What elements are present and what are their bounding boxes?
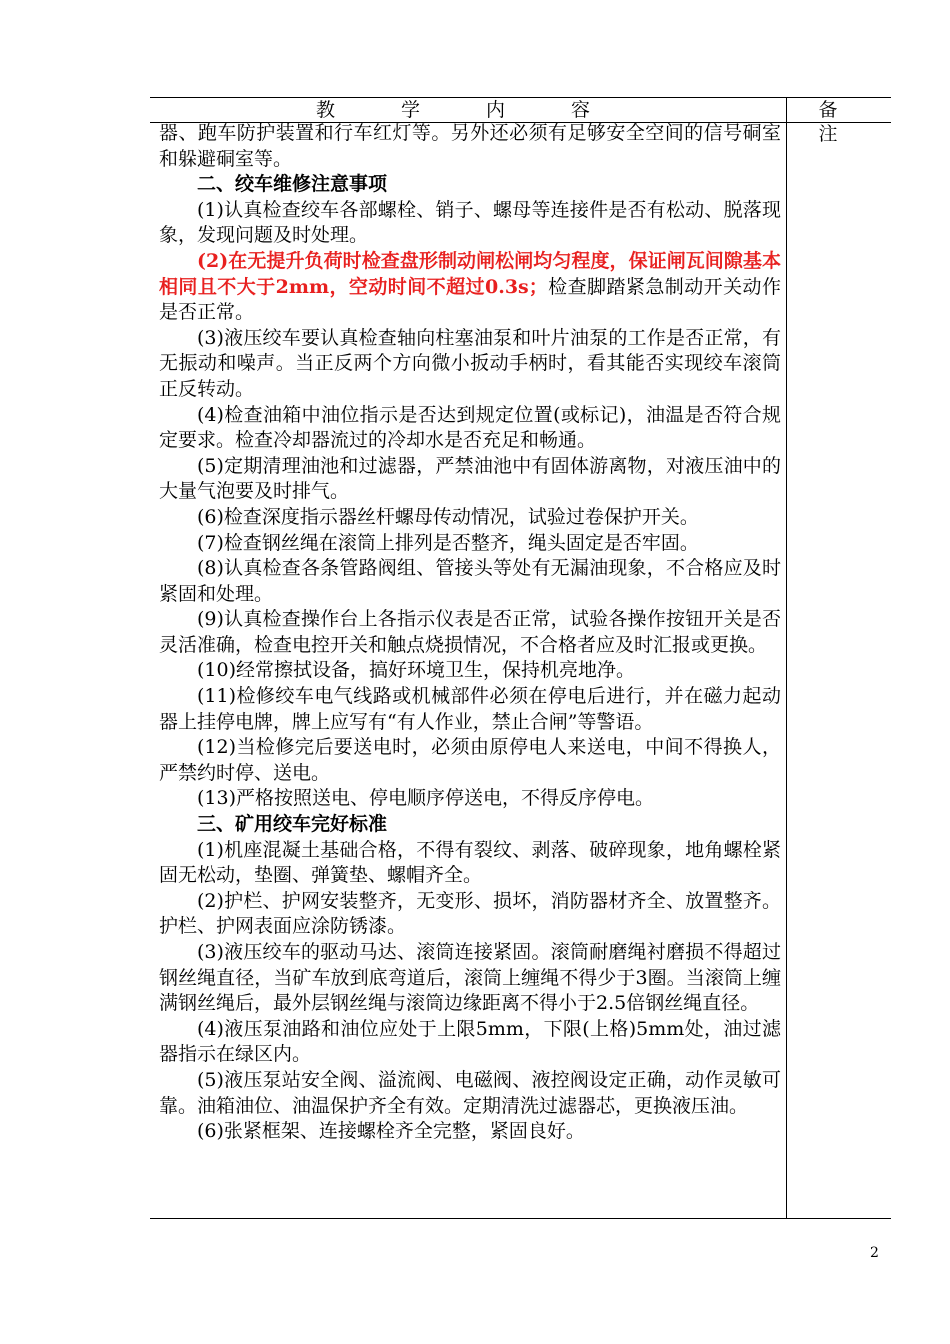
s2-item-2-rest: 检查脚踏紧急制动开关动作是否正常。 [159,275,781,324]
s2-item-1: (1)认真检查绞车各部螺栓、销子、螺母等连接件是否有松动、脱落现象，发现问题及时处理。 [159,198,781,247]
s2-item-2-highlight: (2)在无提升负荷时检查盘形制动闸松闸均匀程度，保证闸瓦间隙基本相同且不大于2mm，空动时间不超过0.3s； [159,249,781,298]
section-2-title: 二、绞车维修注意事项 [197,173,388,196]
s2-item-2 [159,249,781,326]
table-bottom-border [150,1218,891,1219]
s2-item-5: (5)定期清理油池和过滤器，严禁油池中有固体游离物，对液压油中的大量气泡要及时排气。 [159,454,781,503]
s3-item-3: (3)液压绞车的驱动马达、滚筒连接紧固。滚筒耐磨绳衬磨损不得超过钢丝绳直径，当矿车放到底弯道后，滚筒上缠绳不得少于3圈。当滚筒上缠满钢丝绳后，最外层钢丝绳与滚筒边缘距离不得小于2.5倍钢丝绳直径。 [159,941,781,1015]
s2-item-13: (13)严格按照送电、停电顺序停送电，不得反序停电。 [197,787,655,810]
s3-item-4: (4)液压泵油路和油位应处于上限5mm，下限(上格)5mm处，油过滤器指示在绿区内。 [159,1017,781,1066]
s2-item-12: (12)当检修完后要送电时，必须由原停电人来送电，中间不得换人，严禁约时停、送电。 [159,736,781,784]
s2-item-8: (8)认真检查各条管路阀组、管接头等处有无漏油现象，不合格应及时紧固和处理。 [159,557,781,605]
s3-item-2: (2)护栏、护网安装整齐，无变形、损坏，消防器材齐全、放置整齐。护栏、护网表面应涂防锈漆。 [159,889,781,938]
page-number: 2 [870,1245,879,1261]
intro-paragraph: 器、跑车防护装置和行车红灯等。另外还必须有足够安全空间的信号硐室和躲避硐室等。 [159,122,781,170]
column-divider [786,97,787,1219]
header-teaching-content: 教 学 内 容 [315,99,621,121]
s2-item-4: (4)检查油箱中油位指示是否达到规定位置(或标记)，油温是否符合规定要求。检查冷却器流过的冷却水是否充足和畅通。 [159,403,781,452]
s2-item-7: (7)检查钢丝绳在滚筒上排列是否整齐，绳头固定是否牢固。 [197,531,699,554]
teaching-content-body [159,121,781,1145]
s3-item-5: (5)液压泵站安全阀、溢流阀、电磁阀、液控阀设定正确，动作灵敏可靠。油箱油位、油温保护齐全有效。定期清洗过滤器芯，更换液压油。 [159,1068,781,1117]
header-remarks: 备 注 [818,99,860,145]
s2-item-11: (11)检修绞车电气线路或机械部件必须在停电后进行，并在磁力起动器上挂停电牌，牌上应写有“有人作业，禁止合闸”等警语。 [159,685,781,733]
s3-item-1: (1)机座混凝土基础合格，不得有裂纹、剥落、破碎现象，地角螺栓紧固无松动，垫圈、弹簧垫、螺帽齐全。 [159,838,781,887]
s2-item-10: (10)经常擦拭设备，搞好环境卫生，保持机亮地净。 [197,659,636,682]
s2-item-6: (6)检查深度指示器丝杆螺母传动情况，试验过卷保护开关。 [197,505,699,528]
s3-item-6: (6)张紧框架、连接螺栓齐全完整，紧固良好。 [197,1120,585,1143]
s2-item-3: (3)液压绞车要认真检查轴向柱塞油泵和叶片油泵的工作是否正常，有无振动和噪声。当正反两个方向微小扳动手柄时，看其能否实现绞车滚筒正反转动。 [159,326,781,400]
s2-item-9: (9)认真检查操作台上各指示仪表是否正常，试验各操作按钮开关是否灵活准确，检查电控开关和触点烧损情况，不合格者应及时汇报或更换。 [159,608,781,656]
section-3-title: 三、矿用绞车完好标准 [197,813,388,836]
content-table [150,97,891,1219]
